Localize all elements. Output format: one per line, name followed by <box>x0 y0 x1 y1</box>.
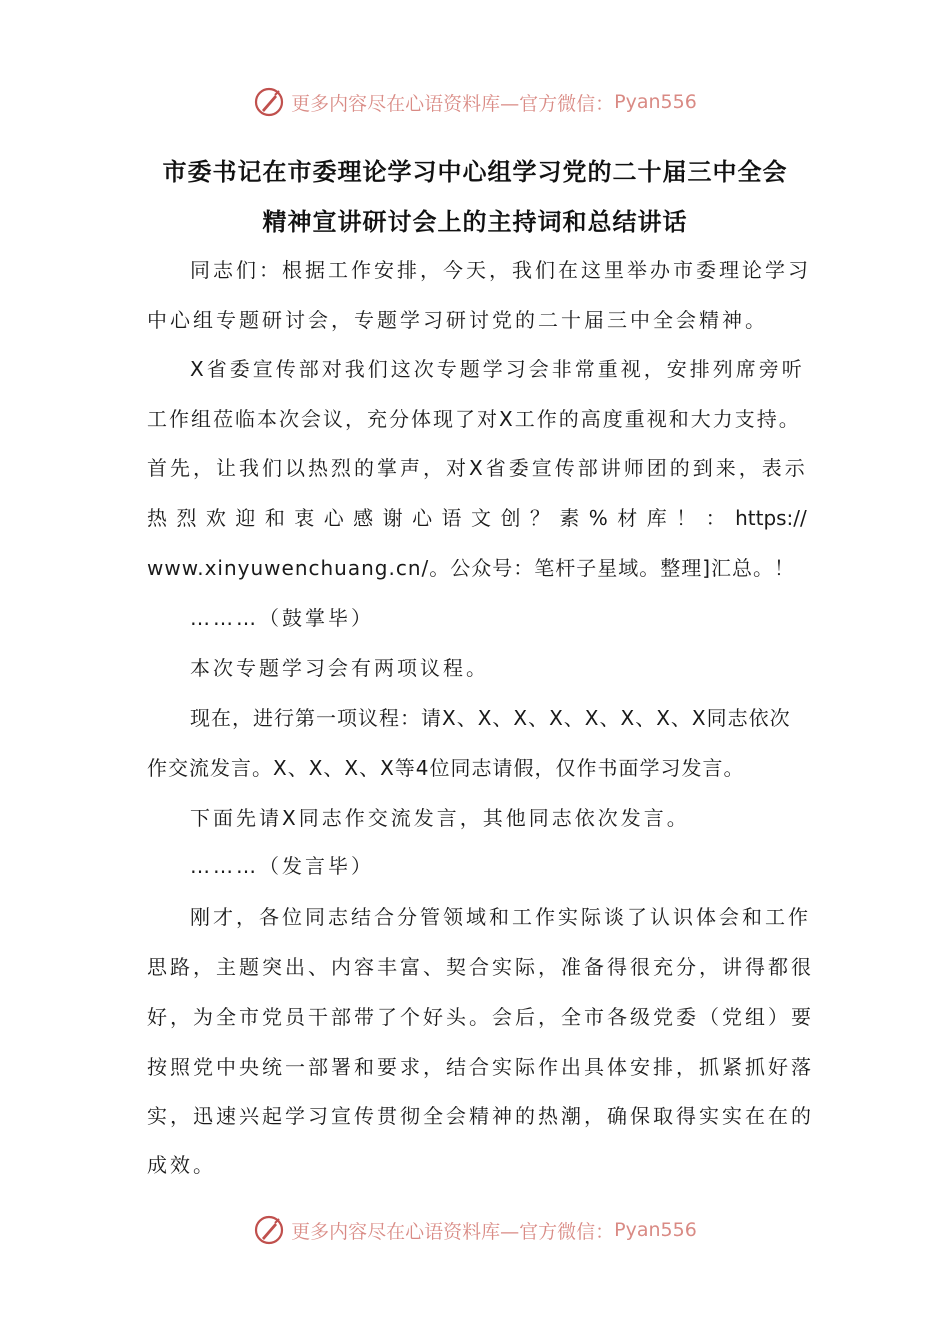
char: 文 <box>470 506 491 530</box>
char: 语 <box>441 506 462 530</box>
banner-text: 更多内容尽在心语资料库—官方微信： <box>291 1220 615 1243</box>
paragraph-line: 按照党中央统一部署和要求，结合实际作出具体安排，抓紧抓好落 <box>147 1055 814 1079</box>
url-fragment: https:// <box>735 506 807 530</box>
char: 烈 <box>176 506 197 530</box>
stage-direction: ………（鼓掌毕） <box>190 606 374 630</box>
char: 欢 <box>205 506 226 530</box>
paragraph-line-justified <box>147 503 807 533</box>
footer-watermark-banner <box>0 1210 950 1250</box>
char: 库 <box>646 506 667 530</box>
char: ！ <box>676 506 697 530</box>
char: ： <box>705 506 726 530</box>
char: ？ <box>529 506 550 530</box>
char: 和 <box>264 506 285 530</box>
quill-logo-icon <box>253 1214 285 1246</box>
paragraph-line: 刚才，各位同志结合分管领域和工作实际谈了认识体会和工作 <box>190 905 811 929</box>
paragraph-line: 首先，让我们以热烈的掌声，对X省委宣传部讲师团的到来，表示 <box>147 456 808 480</box>
stage-direction: ………（发言毕） <box>190 854 374 878</box>
char: 热 <box>147 506 167 530</box>
paragraph-line: 实，迅速兴起学习宣传贯彻全会精神的热潮，确保取得实实在在的 <box>147 1104 814 1128</box>
paragraph-line: 中心组专题研讨会，专题学习研讨党的二十届三中全会精神。 <box>147 308 768 332</box>
char: 创 <box>500 506 521 530</box>
paragraph-line: 思路，主题突出、内容丰富、契合实际，准备得很充分，讲得都很 <box>147 955 814 979</box>
paragraph-line: X省委宣传部对我们这次专题学习会非常重视，安排列席旁听 <box>190 357 805 381</box>
document-title-line-1: 市委书记在市委理论学习中心组学习党的二十届三中全会 <box>162 158 788 186</box>
paragraph-line: 成效。 <box>147 1153 216 1177</box>
banner-wechat-id: Pyan556 <box>614 1219 697 1241</box>
char: 材 <box>617 506 638 530</box>
paragraph-line: 现在，进行第一项议程：请X、X、X、X、X、X、X、X同志依次 <box>190 706 791 730</box>
char: 衷 <box>294 506 315 530</box>
char: 谢 <box>382 506 403 530</box>
document-title-line-2: 精神宣讲研讨会上的主持词和总结讲话 <box>262 208 688 236</box>
paragraph-line: 本次专题学习会有两项议程。 <box>190 656 489 680</box>
quill-logo-icon <box>253 86 285 118</box>
paragraph-line: 同志们：根据工作安排，今天，我们在这里举办市委理论学习 <box>190 258 811 282</box>
paragraph-line: 好，为全市党员干部带了个好头。会后，全市各级党委（党组）要 <box>147 1005 814 1029</box>
paragraph-line: 作交流发言。X、X、X、X等4位同志请假，仅作书面学习发言。 <box>147 756 745 780</box>
char: 心 <box>412 506 433 530</box>
char: 迎 <box>235 506 256 530</box>
paragraph-line: 下面先请X同志作交流发言，其他同志依次发言。 <box>190 806 690 830</box>
char: 感 <box>353 506 374 530</box>
banner-text: 更多内容尽在心语资料库—官方微信： <box>291 92 615 115</box>
char: % <box>588 506 608 530</box>
paragraph-line: 工作组莅临本次会议，充分体现了对X工作的高度重视和大力支持。 <box>147 407 801 431</box>
banner-wechat-id: Pyan556 <box>614 91 697 113</box>
char: 素 <box>559 506 580 530</box>
char: 心 <box>323 506 344 530</box>
paragraph-line: www.xinyuwenchuang.cn/。公众号：笔杆子星域。整理]汇总。！ <box>147 556 796 580</box>
header-watermark-banner <box>0 82 950 122</box>
